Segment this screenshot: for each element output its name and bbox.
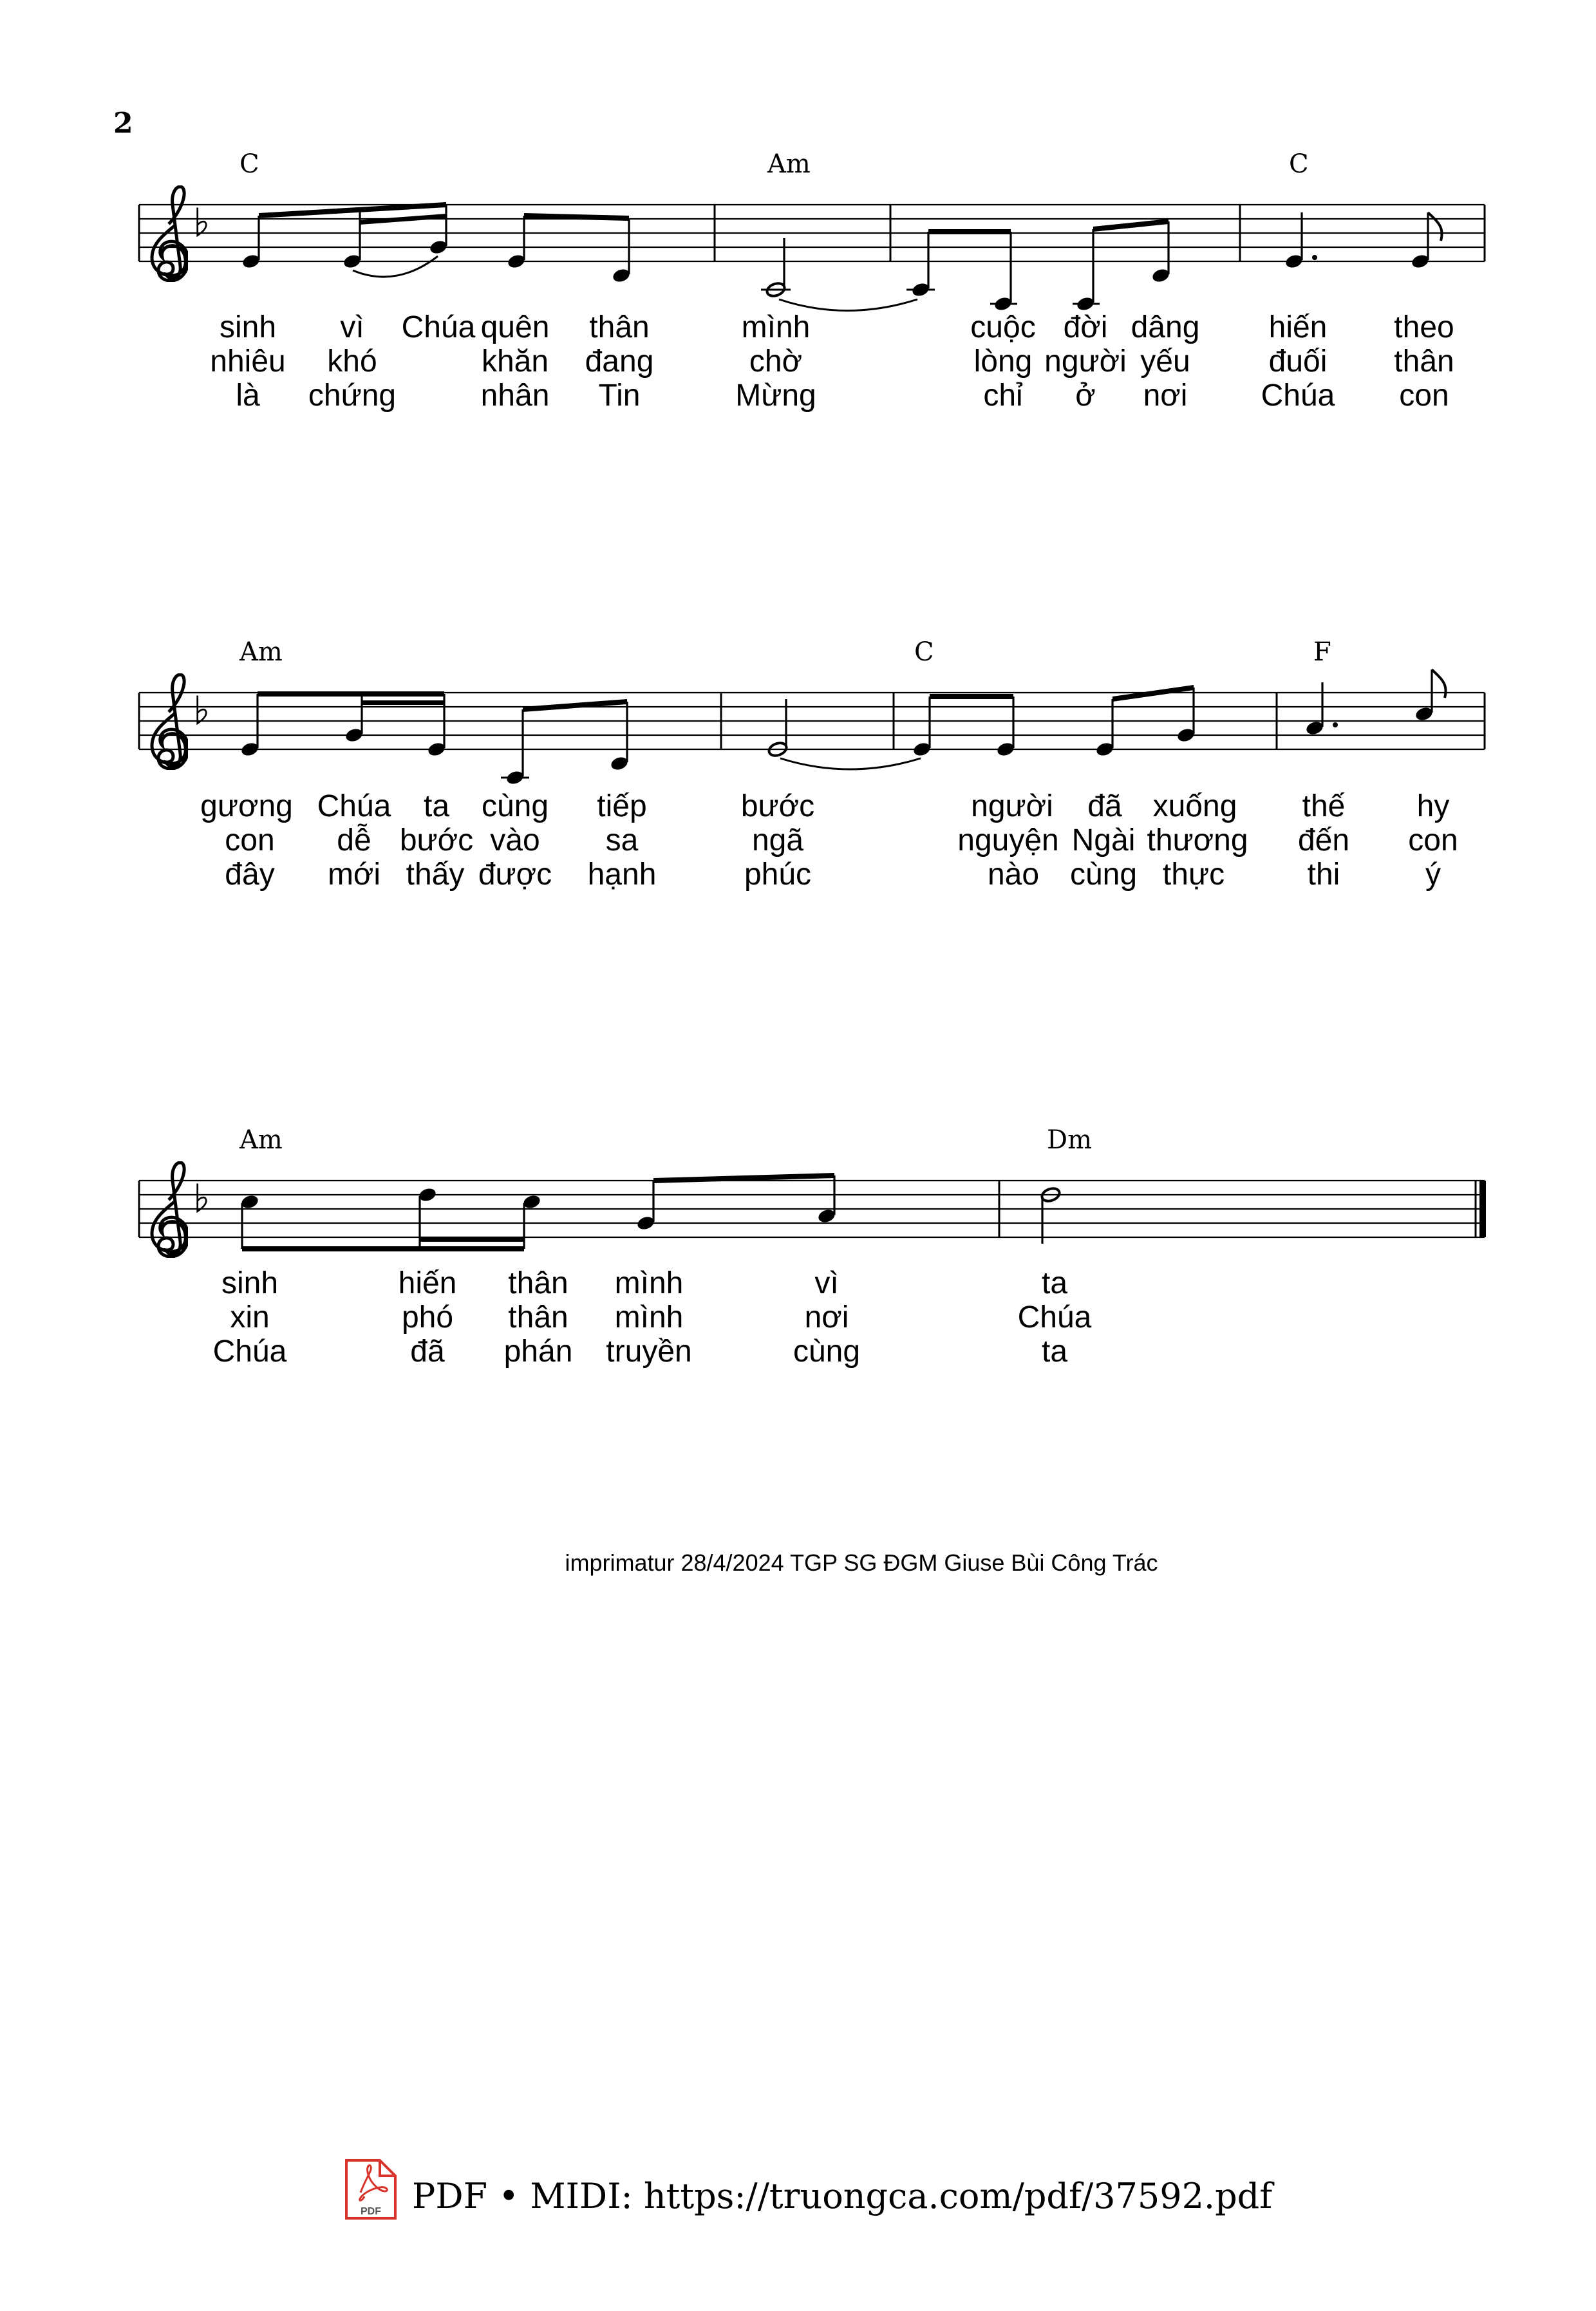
notes xyxy=(240,669,1446,786)
lyric-syllable: quên xyxy=(480,310,550,344)
lyric-syllable: bước xyxy=(399,823,474,857)
lyric-syllable: Tin xyxy=(598,379,641,413)
lyric-syllable: sa xyxy=(605,823,639,857)
staff-lines xyxy=(139,1181,1485,1237)
chord-symbol: Am xyxy=(239,1125,283,1155)
chord-symbol: C xyxy=(239,149,259,179)
lyric-syllable: phó xyxy=(401,1300,454,1334)
lyrics-verse-1 xyxy=(220,310,1454,344)
lyric-syllable: đang xyxy=(585,344,654,379)
lyric-syllable: vì xyxy=(340,310,364,344)
flat-key-signature-icon xyxy=(198,1184,207,1212)
lyric-syllable: người xyxy=(1044,344,1127,379)
chord-symbol: C xyxy=(1289,149,1309,179)
lyric-syllable: người xyxy=(971,789,1053,823)
chord-symbol: Am xyxy=(239,637,283,667)
staff-system-3 xyxy=(139,1125,1486,1369)
lyric-syllable: thân xyxy=(508,1266,568,1300)
lyric-syllable: chờ xyxy=(749,344,803,379)
lyric-syllable: Chúa xyxy=(317,789,391,823)
lyric-syllable: thấy xyxy=(406,857,465,892)
lyric-syllable: hiến xyxy=(1268,310,1328,344)
lyric-syllable: thực xyxy=(1162,857,1225,892)
lyric-syllable: ở xyxy=(1075,379,1096,413)
lyric-syllable: dâng xyxy=(1131,310,1200,344)
lyric-syllable: Chúa xyxy=(1261,379,1335,413)
lyric-syllable: nhiêu xyxy=(210,344,286,379)
page-number: 2 xyxy=(113,107,133,140)
pdf-file-icon[interactable] xyxy=(346,2160,395,2218)
lyrics-verse-2 xyxy=(230,1300,1091,1334)
lyric-syllable: ta xyxy=(1041,1266,1068,1300)
lyric-syllable: con xyxy=(225,823,275,857)
lyric-syllable: phán xyxy=(503,1334,573,1369)
lyric-syllable: ta xyxy=(1041,1334,1068,1369)
lyric-syllable: đời xyxy=(1063,310,1108,344)
lyrics-verse-3 xyxy=(236,379,1449,413)
flat-key-signature-icon xyxy=(198,696,207,724)
lyric-syllable: bước xyxy=(740,789,815,823)
lyric-syllable: mới xyxy=(327,857,381,892)
lyric-syllable: thế xyxy=(1302,789,1346,823)
lyric-syllable: con xyxy=(1408,823,1458,857)
lyric-syllable: Ngài xyxy=(1071,823,1136,857)
svg-text:PDF: PDF xyxy=(361,2206,381,2217)
lyric-syllable: xin xyxy=(230,1300,270,1334)
lyric-syllable: lòng xyxy=(973,344,1033,379)
staff-system-1 xyxy=(139,149,1485,413)
lyric-syllable: đến xyxy=(1297,823,1350,857)
lyric-syllable: ngã xyxy=(751,823,804,857)
lyric-syllable: sinh xyxy=(221,1266,279,1300)
lyric-syllable: đuối xyxy=(1268,344,1328,379)
lyric-syllable: chỉ xyxy=(983,379,1023,413)
lyrics-verse-3 xyxy=(213,1334,1068,1369)
chord-symbol: C xyxy=(914,637,934,667)
chord-symbol: F xyxy=(1313,637,1331,667)
notes xyxy=(240,1173,1062,1251)
lyric-syllable: dễ xyxy=(337,823,371,857)
lyric-syllable: Chúa xyxy=(1017,1300,1092,1334)
lyric-syllable: ý xyxy=(1425,857,1441,892)
lyric-syllable: nguyện xyxy=(957,823,1059,857)
lyric-syllable: gương xyxy=(200,789,293,823)
lyric-syllable: nào xyxy=(987,857,1040,892)
lyric-syllable: được xyxy=(478,857,552,892)
lyric-syllable: đây xyxy=(225,857,275,892)
lyric-syllable: khăn xyxy=(481,344,549,379)
lyric-syllable: mình xyxy=(741,310,811,344)
lyric-syllable: là xyxy=(236,379,260,413)
lyric-syllable: mình xyxy=(614,1300,684,1334)
lyric-syllable: thi xyxy=(1307,857,1340,892)
lyric-syllable: hiến xyxy=(398,1266,457,1300)
lyric-syllable: vì xyxy=(814,1266,839,1300)
lyric-syllable: cùng xyxy=(481,789,549,823)
lyric-syllable: yếu xyxy=(1140,344,1190,379)
lyric-syllable: đã xyxy=(410,1334,445,1369)
lyric-syllable: hạnh xyxy=(587,857,657,892)
lyrics-verse-2 xyxy=(210,344,1454,379)
lyric-syllable: vào xyxy=(490,823,540,857)
pdf-midi-url-link[interactable]: PDF • MIDI: https://truongca.com/pdf/37592.pdf xyxy=(412,2176,1273,2216)
lyric-syllable: nơi xyxy=(804,1300,849,1334)
lyric-syllable: thương xyxy=(1147,823,1248,857)
lyric-syllable: thân xyxy=(1394,344,1454,379)
lyric-syllable: con xyxy=(1399,379,1449,413)
lyric-syllable: Chúa xyxy=(212,1334,287,1369)
flat-key-signature-icon xyxy=(198,208,207,236)
lyric-syllable: xuống xyxy=(1152,789,1237,823)
lyric-syllable: truyền xyxy=(606,1334,692,1369)
imprimatur-note: imprimatur 28/4/2024 TGP SG ĐGM Giuse Bùi Công Trác xyxy=(565,1549,1158,1576)
lyric-syllable: theo xyxy=(1394,310,1454,344)
lyric-syllable: thân xyxy=(589,310,650,344)
lyric-syllable: khó xyxy=(327,344,377,379)
lyrics-verse-3 xyxy=(225,857,1441,892)
lyric-syllable: thân xyxy=(508,1300,568,1334)
footer-download-link[interactable] xyxy=(346,2160,1275,2218)
lyric-syllable: đã xyxy=(1087,789,1122,823)
lyric-syllable: Chúa xyxy=(401,310,476,344)
lyric-syllable: hy xyxy=(1416,789,1450,823)
lyric-syllable: phúc xyxy=(744,857,812,892)
lyric-syllable: cuộc xyxy=(970,310,1036,344)
chord-symbol: Am xyxy=(767,149,811,179)
chord-symbol: Dm xyxy=(1047,1125,1092,1155)
lyric-syllable: nhân xyxy=(480,379,550,413)
lyric-syllable: nơi xyxy=(1143,379,1188,413)
staff-lines xyxy=(139,693,1485,749)
lyric-syllable: Mừng xyxy=(735,379,816,413)
lyric-syllable: sinh xyxy=(219,310,277,344)
lyrics-verse-1 xyxy=(200,789,1449,823)
lyrics-verse-1 xyxy=(221,1266,1067,1300)
lyrics-verse-2 xyxy=(225,823,1458,857)
lyric-syllable: mình xyxy=(614,1266,684,1300)
lyric-syllable: tiếp xyxy=(597,789,647,823)
lyric-syllable: cùng xyxy=(1069,857,1138,892)
staff-system-2 xyxy=(139,637,1485,892)
final-barline-thick xyxy=(1479,1181,1486,1237)
lyric-syllable: ta xyxy=(423,789,450,823)
lyric-syllable: cùng xyxy=(793,1334,861,1369)
lyric-syllable: chứng xyxy=(308,379,397,413)
